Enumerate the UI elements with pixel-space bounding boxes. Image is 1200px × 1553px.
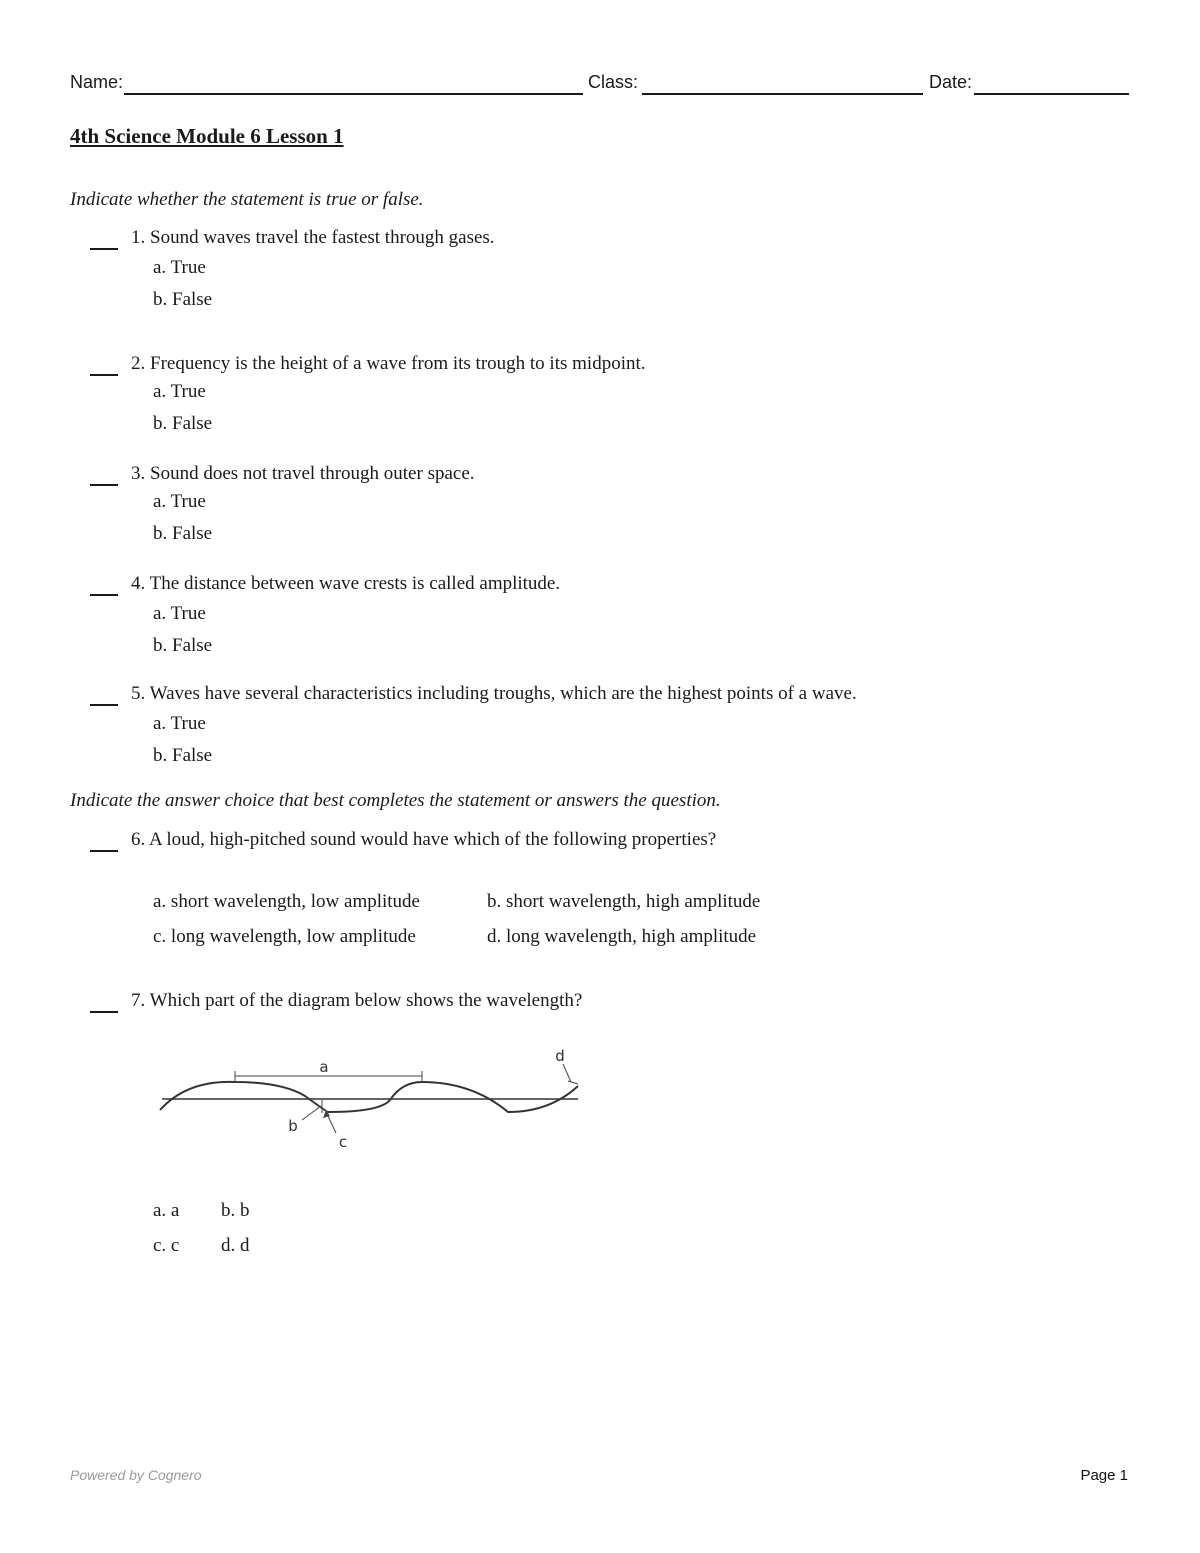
question-number: 6. (131, 829, 146, 850)
option-4a: a. True (153, 603, 206, 624)
question-number: 5. (131, 683, 146, 704)
question-7 (131, 990, 582, 1012)
option-1b: b. False (153, 289, 213, 310)
answer-blank-1[interactable] (90, 248, 118, 250)
answer-blank-7[interactable] (90, 1011, 118, 1013)
option-3a: a. True (153, 491, 206, 512)
option-2a: a. True (153, 381, 206, 402)
question-text: The distance between wave crests is called amplitude. (149, 573, 561, 594)
question-number: 3. (131, 463, 146, 484)
wave-curve (160, 1082, 578, 1112)
diagram-label-d: d (555, 1047, 565, 1065)
name-field-line[interactable] (124, 93, 583, 95)
option-6c: c. long wavelength, low amplitude (153, 926, 416, 947)
question-text: Sound does not travel through outer space. (150, 463, 475, 484)
option-6d: d. long wavelength, high amplitude (487, 926, 757, 947)
answer-blank-2[interactable] (90, 374, 118, 376)
diagram-label-a: a (319, 1058, 329, 1076)
answer-blank-5[interactable] (90, 704, 118, 706)
page-title: 4th Science Module 6 Lesson 1 (70, 124, 344, 148)
option-6b: b. short wavelength, high amplitude (487, 891, 761, 912)
tf-instruction: Indicate whether the statement is true or false. (70, 189, 424, 210)
name-label: Name: (70, 72, 124, 92)
diagram-label-b: b (288, 1117, 298, 1135)
class-field-line[interactable] (642, 93, 923, 95)
date-field-line[interactable] (974, 93, 1129, 95)
class-label: Class: (588, 72, 639, 92)
answer-blank-4[interactable] (90, 594, 118, 596)
question-number: 1. (131, 227, 146, 248)
option-4b: b. False (153, 635, 213, 656)
question-3 (131, 463, 475, 485)
page-number: Page 1 (1080, 1467, 1128, 1484)
diagram-label-c: c (338, 1133, 348, 1151)
question-text: Sound waves travel the fastest through gases. (150, 227, 495, 248)
question-1 (131, 227, 495, 249)
question-text: Frequency is the height of a wave from its trough to its midpoint. (150, 353, 646, 374)
option-7a: a. a (153, 1200, 180, 1221)
question-6 (131, 829, 716, 851)
mc-instruction: Indicate the answer choice that best completes the statement or answers the question. (70, 790, 721, 811)
option-7d: d. d (221, 1235, 250, 1256)
question-text: Which part of the diagram below shows the wavelength? (149, 990, 583, 1011)
option-6a: a. short wavelength, low amplitude (153, 891, 420, 912)
answer-blank-3[interactable] (90, 484, 118, 486)
answer-blank-6[interactable] (90, 850, 118, 852)
date-label: Date: (929, 72, 973, 92)
question-text: Waves have several characteristics including troughs, which are the highest points of a wave. (149, 683, 857, 704)
pointer-d (563, 1064, 571, 1082)
question-4 (131, 573, 560, 595)
wave-diagram (150, 1040, 590, 1160)
pointer-b (302, 1106, 321, 1120)
question-number: 4. (131, 573, 146, 594)
option-5b: b. False (153, 745, 213, 766)
option-7c: c. c (153, 1235, 180, 1256)
question-number: 2. (131, 353, 146, 374)
question-2 (131, 353, 646, 375)
question-number: 7. (131, 990, 146, 1011)
question-text: A loud, high-pitched sound would have which of the following properties? (148, 829, 717, 850)
option-1a: a. True (153, 257, 206, 278)
powered-by: Powered by Cognero (70, 1467, 202, 1483)
question-5 (131, 683, 857, 705)
option-5a: a. True (153, 713, 206, 734)
option-3b: b. False (153, 523, 213, 544)
option-7b: b. b (221, 1200, 250, 1221)
marker-d-tick (568, 1081, 578, 1084)
option-2b: b. False (153, 413, 213, 434)
